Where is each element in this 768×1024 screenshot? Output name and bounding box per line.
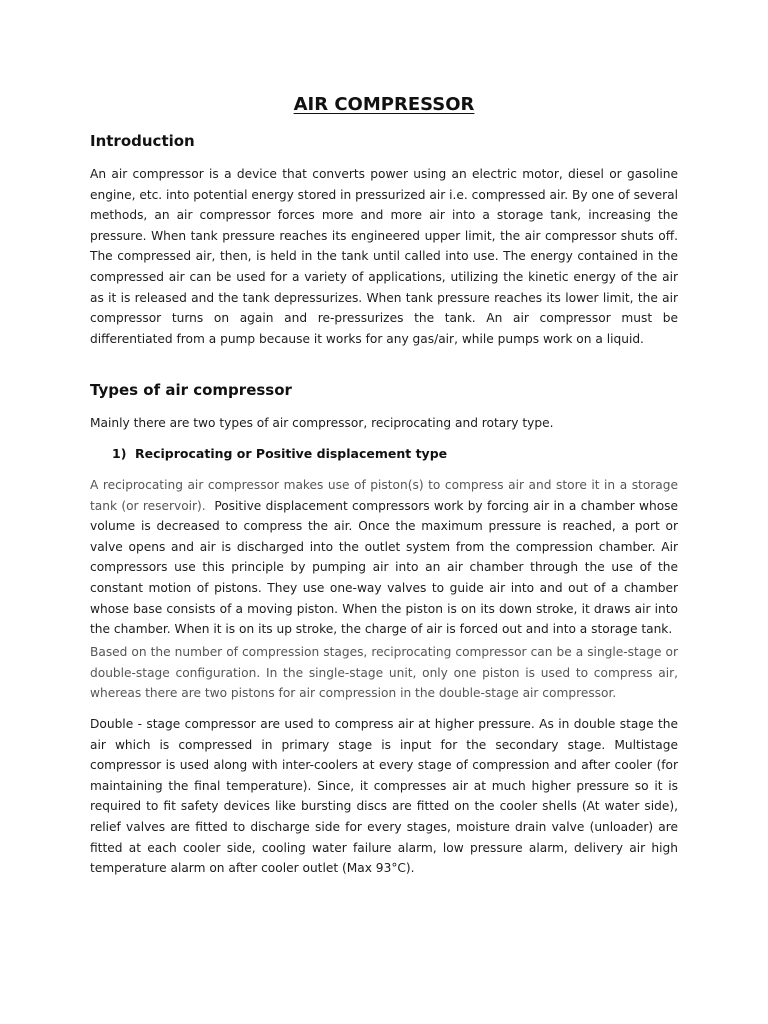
types-heading: Types of air compressor bbox=[90, 381, 292, 399]
reciprocating-paragraph-rest: Positive displacement compressors work by forcing air in a chamber whose volume is decreased to compress the air. Once the maximum pressure is reached, a port or valve opens and air is discharged into the outlet system from the compression chamber. Air compressors use this principle by pumping air into an air chamber through the use of the constant motion of pistons. They use one-way valves to guide air into and out of a chamber whose base consists of a moving piston. When the piston is on its down stroke, it draws air into the chamber. When it is on its up stroke, the charge of air is forced out and into a storage tank. bbox=[90, 498, 679, 637]
reciprocating-paragraph bbox=[90, 475, 678, 640]
document-title-text: AIR COMPRESSOR bbox=[293, 94, 475, 115]
list-item-reciprocating bbox=[112, 445, 447, 463]
reciprocating-paragraph-lead: A reciprocating air compressor makes use of piston(s) to compress air and store it in a storage tank (or reservoir). bbox=[90, 478, 678, 513]
introduction-heading: Introduction bbox=[90, 132, 195, 150]
list-item-label: Reciprocating or Positive displacement type bbox=[135, 446, 448, 461]
list-item-number: 1) bbox=[112, 446, 127, 461]
introduction-paragraph: An air compressor is a device that converts power using an electric motor, diesel or gasoline engine, etc. into potential energy stored in pressurized air i.e. compressed air. By one of several methods, an air compressor forces more and more air into a storage tank, increasing the pressure. When tank pressure reaches its engineered upper limit, the air compressor shuts off. The compressed air, then, is held in the tank until called into use. The energy contained in the compressed air can be used for a variety of applications, utilizing the kinetic energy of the air as it is released and the tank depressurizes. When tank pressure reaches its lower limit, the air compressor turns on again and re-pressurizes the tank. An air compressor must be differentiated from a pump because it works for any gas/air, while pumps work on a liquid. bbox=[90, 167, 679, 346]
document-title bbox=[0, 93, 768, 117]
double-stage-paragraph: Double - stage compressor are used to compress air at higher pressure. As in double stage the air which is compressed in primary stage is input for the secondary stage. Multistage compressor is used along with inter-coolers at every stage of compression and after cooler (for maintaining the final temperature). Since, it compresses air at much higher pressure so it is required to fit safety devices like bursting discs are fitted on the cooler shells (At water side), relief valves are fitted to discharge side for every stages, moisture drain valve (unloader) are fitted at each cooler side, cooling water failure alarm, low pressure alarm, delivery air high temperature alarm on after cooler outlet (Max 93°C). bbox=[90, 717, 678, 876]
stages-paragraph: Based on the number of compression stages, reciprocating compressor can be a single-stage or double-stage configuration. In the single-stage unit, only one piston is used to compress air, whereas there are two pistons for air compression in the double-stage air compressor. bbox=[90, 645, 678, 701]
types-intro-paragraph: Mainly there are two types of air compressor, reciprocating and rotary type. bbox=[90, 416, 554, 430]
